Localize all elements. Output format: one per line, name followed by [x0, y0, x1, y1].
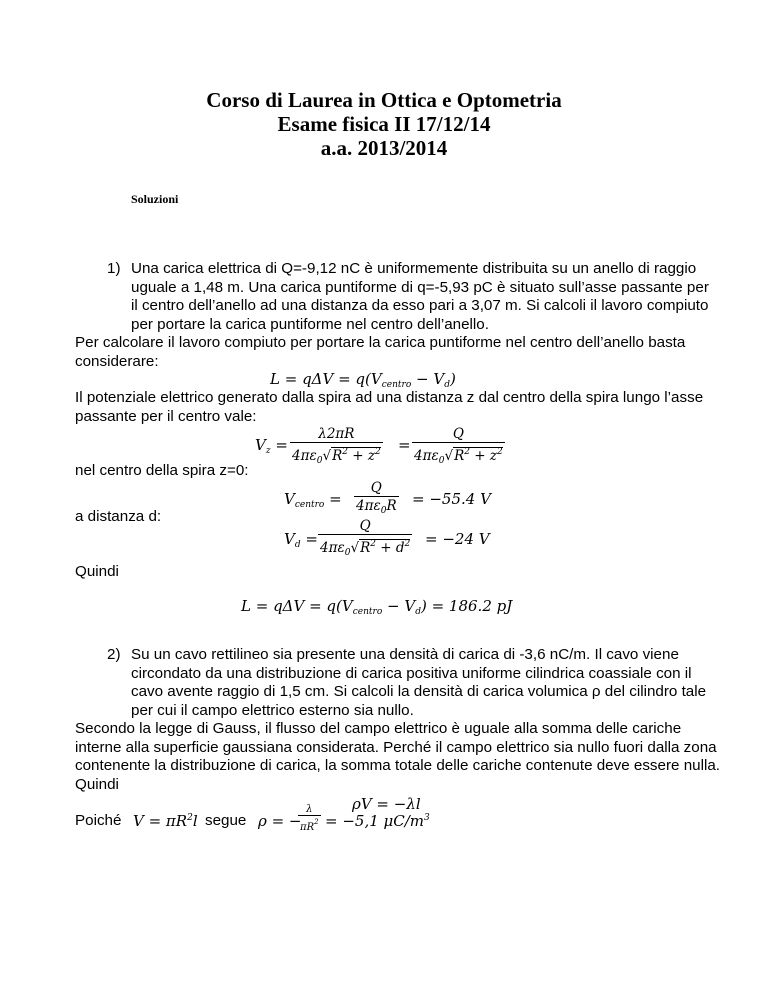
eq-vcentro-value: = −55.4 V — [412, 490, 491, 508]
eq-vcentro-lhs: $V_{centro}$ = — [284, 490, 342, 510]
question-1-text: Una carica elettrica di Q=-9,12 nC è uniformemente distribuita su un anello di raggio uguale a 1,48 m. Una carica puntiforme di q=-5,93 pC è situato sull’asse passante per il centro dell’anello ad una distanza da esso pari a 3,07 m. Si calcoli il lavoro compiuto per portare la carica puntiforme nel centro dell’anello. — [131, 260, 709, 333]
eq-vz-frac1: $\frac{\lambda 2\pi R}{4\pi\varepsilon_0√R^2 + z^2}$ — [290, 426, 383, 469]
q2-segue: segue — [205, 812, 247, 829]
q1-center-label: nel centro della spira z=0: — [75, 462, 249, 479]
title-course: Corso di Laurea in Ottica e Optometria — [206, 88, 562, 112]
eq-rho-value: = −5,1 μC/m — [325, 812, 425, 830]
eq-vd-value: = −24 V — [425, 530, 490, 548]
title-exam: Esame fisica II 17/12/14 — [277, 112, 491, 136]
question-1-number: 1) — [107, 260, 121, 277]
eq-charge-balance: ρV = −λl — [352, 795, 421, 813]
q2-poiche: Poiché — [75, 812, 122, 829]
title-academic-year: a.a. 2013/2014 — [320, 136, 448, 160]
eq-vz-lhs: $V_z$ = — [255, 436, 288, 456]
eq-vcentro-frac: $\frac{Q}{4\pi\varepsilon_0R}$ — [354, 480, 399, 519]
eq-work-result-value: = 186.2 pJ — [431, 597, 513, 615]
eq-vd-frac: $\frac{Q}{4\pi\varepsilon_0√R^2 + d^2}$ — [318, 518, 412, 561]
q1-intro: Per calcolare il lavoro compiuto per portare la carica puntiforme nel centro dell’anello basta considerare: — [75, 334, 686, 370]
eq-rho-frac: $\frac{\lambda}{\pi R^2}$ — [300, 804, 319, 833]
question-2-text: Su un cavo rettilineo sia presente una densità di carica di -3,6 nC/m. Il cavo viene circondato da una distribuzione di carica positiva uniforme cilindrica coassiale con il cavo avente raggio di 1,5 cm. Si calcoli la densità di carica volumica ρ del cilindro tale per cui il campo elettrico esterno sia nullo. — [131, 646, 707, 719]
eq-vd-lhs: $V_d$ = — [284, 530, 318, 550]
question-2-number: 2) — [107, 646, 121, 663]
eq-rho-result: = −5,1 $\mu C/m^3$ — [325, 812, 430, 830]
eq-vz-equals: = — [398, 436, 411, 454]
q1-quindi: Quindi — [75, 563, 119, 580]
eq-work: $L = q\Delta V = q(V_{centro} - V_d)$ — [270, 370, 456, 390]
eq-vz-frac2: $\frac{Q}{4\pi\varepsilon_0√R^2 + z^2}$ — [412, 426, 505, 469]
section-label: Soluzioni — [131, 192, 179, 206]
q1-distance-label: a distanza d: — [75, 508, 162, 525]
eq-volume: $V = \pi R^2l$ — [133, 812, 198, 830]
eq-work-result: $L = q\Delta V = q(V_{centro} - V_d) = 186.2$ pJ — [241, 597, 513, 617]
q1-potential-text: Il potenziale elettrico generato dalla spira ad una distanza z dal centro della spira lungo l’asse passante per il centro vale: — [75, 389, 704, 425]
q2-gauss-text: Secondo la legge di Gauss, il flusso del campo elettrico è uguale alla somma delle cariche interne alla superficie gaussiana considerata. Perché il campo elettrico sia nullo fuori dalla zona contenente la distribuzione di carica, la somma totale delle cariche contenute deve essere nulla. Quindi — [75, 720, 721, 793]
eq-rho-lhs: ρ = − — [258, 812, 302, 830]
